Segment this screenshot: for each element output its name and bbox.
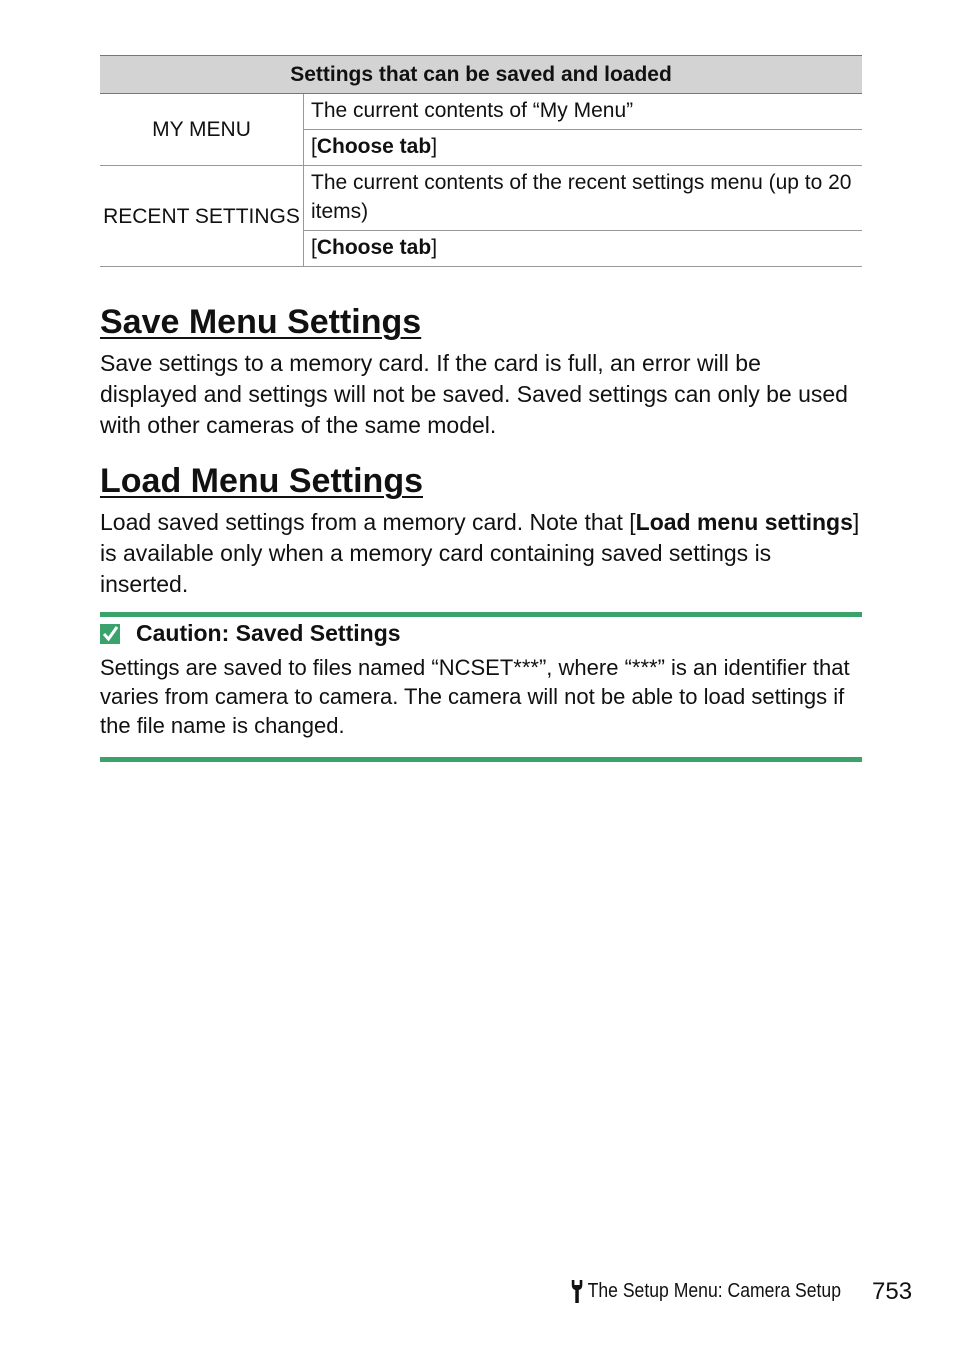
table-cell: The current contents of the recent settings menu (up to 20 items) (304, 166, 863, 231)
check-icon (100, 624, 120, 644)
caution-bottom-rule (100, 757, 862, 762)
table-cell: [Choose tab] (304, 130, 863, 166)
choose-tab-label: Choose tab (316, 135, 432, 158)
footer-section-title: The Setup Menu: Camera Setup (587, 1279, 841, 1302)
category-cell (100, 166, 304, 267)
category-recent-settings: RECENT SETTINGS (103, 204, 300, 228)
table-header: Settings that can be saved and loaded (100, 56, 862, 94)
table-row (100, 94, 862, 130)
caution-top-rule (100, 612, 862, 617)
choose-tab-label: Choose tab (316, 236, 432, 259)
page-number: 753 (872, 1278, 913, 1305)
table-row (100, 166, 862, 231)
settings-table (100, 55, 862, 267)
footer-section-label (570, 1278, 841, 1304)
table-cell: [Choose tab] (304, 231, 863, 267)
caution-title-text: Caution: Saved Settings (136, 620, 401, 646)
save-menu-settings-heading: Save Menu Settings (100, 303, 422, 341)
load-menu-settings-text: Load saved settings from a memory card. Note that [Load menu settings] is available only when a memory card containing saved settings is inserted. (100, 509, 860, 597)
save-menu-settings-text: Save settings to a memory card. If the card is full, an error will be displayed and settings will not be saved. Saved settings can only be used with other cameras of the same model. (100, 350, 848, 438)
category-cell (100, 94, 304, 166)
category-my-menu: MY MENU (152, 118, 251, 141)
load-menu-settings-heading: Load Menu Settings (100, 462, 423, 500)
caution-text: Settings are saved to files named “NCSET***”, where “***” is an identifier that varies from camera to camera. The camera will not be able to load settings if the file name is changed. (100, 655, 850, 738)
table-cell: The current contents of “My Menu” (304, 94, 863, 130)
load-menu-settings-ref: Load menu settings (635, 509, 853, 535)
caution-title (100, 620, 401, 647)
wrench-icon (570, 1278, 584, 1304)
